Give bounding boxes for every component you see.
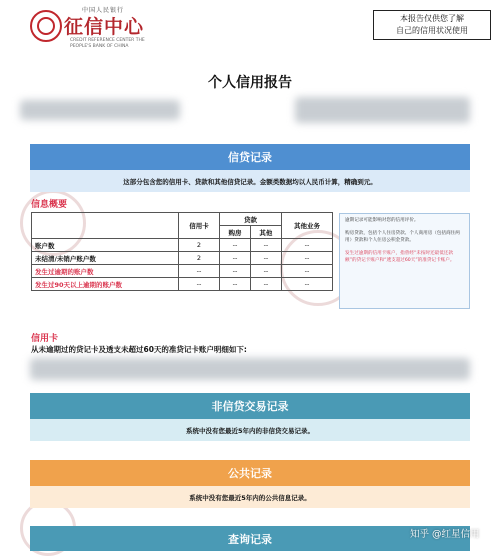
- cell-other-business: --: [281, 278, 332, 291]
- zhihu-watermark: 知乎 @红星信用: [410, 529, 480, 540]
- note-housing-loan: 购房贷款，包括个人住房贷款、个人商用房（包括商住两用）贷款和个人住房公积金贷款。: [345, 231, 460, 243]
- cell-other: --: [250, 239, 281, 252]
- header-housing: 购房: [220, 226, 251, 239]
- cell-credit-card: 2: [179, 252, 220, 265]
- row-label: 发生过逾期的账户数: [32, 265, 179, 278]
- cell-credit-card: --: [179, 278, 220, 291]
- cell-other: --: [250, 265, 281, 278]
- redacted-area: [20, 100, 180, 120]
- report-title: 个人信用报告: [208, 75, 292, 91]
- public-records-text: 系统中没有您最近5年内的公共信息记录。: [30, 486, 470, 508]
- table-row: [32, 265, 333, 278]
- non-credit-records-bar: 非信贷交易记录: [30, 393, 470, 419]
- overview-title: 信息概要: [31, 200, 68, 210]
- cell-other: --: [250, 252, 281, 265]
- usage-notice-box: [373, 10, 491, 40]
- cell-credit-card: 2: [179, 239, 220, 252]
- notice-line-2: 自己的信用状况使用: [396, 26, 468, 35]
- cell-other-business: --: [281, 239, 332, 252]
- explanation-note-box: [339, 213, 470, 309]
- cell-housing: --: [220, 265, 251, 278]
- cell-housing: --: [220, 239, 251, 252]
- header-other: 其他: [250, 226, 281, 239]
- credit-records-description: 这部分包含您的信用卡、贷款和其他信贷记录。金额类数据均以人民币计算，精确到元。: [30, 170, 470, 192]
- note-overdue-account: 发生过逾期的信用卡账户，指曾经“未按时还最低还款额”的贷记卡账户和“透支超过60天”的准贷记卡账户。: [345, 251, 455, 263]
- table-row: [32, 239, 333, 252]
- credit-records-bar: 信贷记录: [30, 144, 470, 170]
- credit-card-detail-text: 从未逾期过的贷记卡及透支未超过60天的准贷记卡账户明细如下:: [31, 345, 247, 354]
- redacted-area: [30, 358, 470, 380]
- note-overdue: 逾期记录可能影响对您的信用评价。: [345, 218, 419, 223]
- credit-overview-table: [31, 212, 333, 291]
- cell-other-business: --: [281, 265, 332, 278]
- cell-credit-card: --: [179, 265, 220, 278]
- redacted-area: [295, 97, 470, 123]
- logo-title: 征信中心: [64, 16, 145, 38]
- cell-other: --: [250, 278, 281, 291]
- row-label: 未结清/未销户账户数: [32, 252, 179, 265]
- logo-subtitle: 中国人民银行: [82, 7, 125, 14]
- header-loan: 贷款: [220, 213, 282, 226]
- row-label: 账户数: [32, 239, 179, 252]
- notice-line-1: 本报告仅供您了解: [400, 14, 464, 23]
- table-row: [32, 278, 333, 291]
- cell-other-business: --: [281, 252, 332, 265]
- table-corner: [32, 213, 179, 239]
- header-other-business: 其他业务: [281, 213, 332, 239]
- credit-center-seal-logo: [30, 10, 62, 42]
- non-credit-records-text: 系统中没有您最近5年内的非信贷交易记录。: [30, 419, 470, 441]
- logo-english-text: CREDIT REFERENCE CENTER THE PEOPLE'S BANK OF CHINA: [70, 38, 145, 49]
- public-records-bar: 公共记录: [30, 460, 470, 486]
- table-row: [32, 252, 333, 265]
- query-records-bar: 查询记录: [30, 526, 470, 551]
- header-credit-card: 信用卡: [179, 213, 220, 239]
- cell-housing: --: [220, 278, 251, 291]
- credit-card-title: 信用卡: [31, 334, 59, 344]
- cell-housing: --: [220, 252, 251, 265]
- row-label: 发生过90天以上逾期的账户数: [32, 278, 179, 291]
